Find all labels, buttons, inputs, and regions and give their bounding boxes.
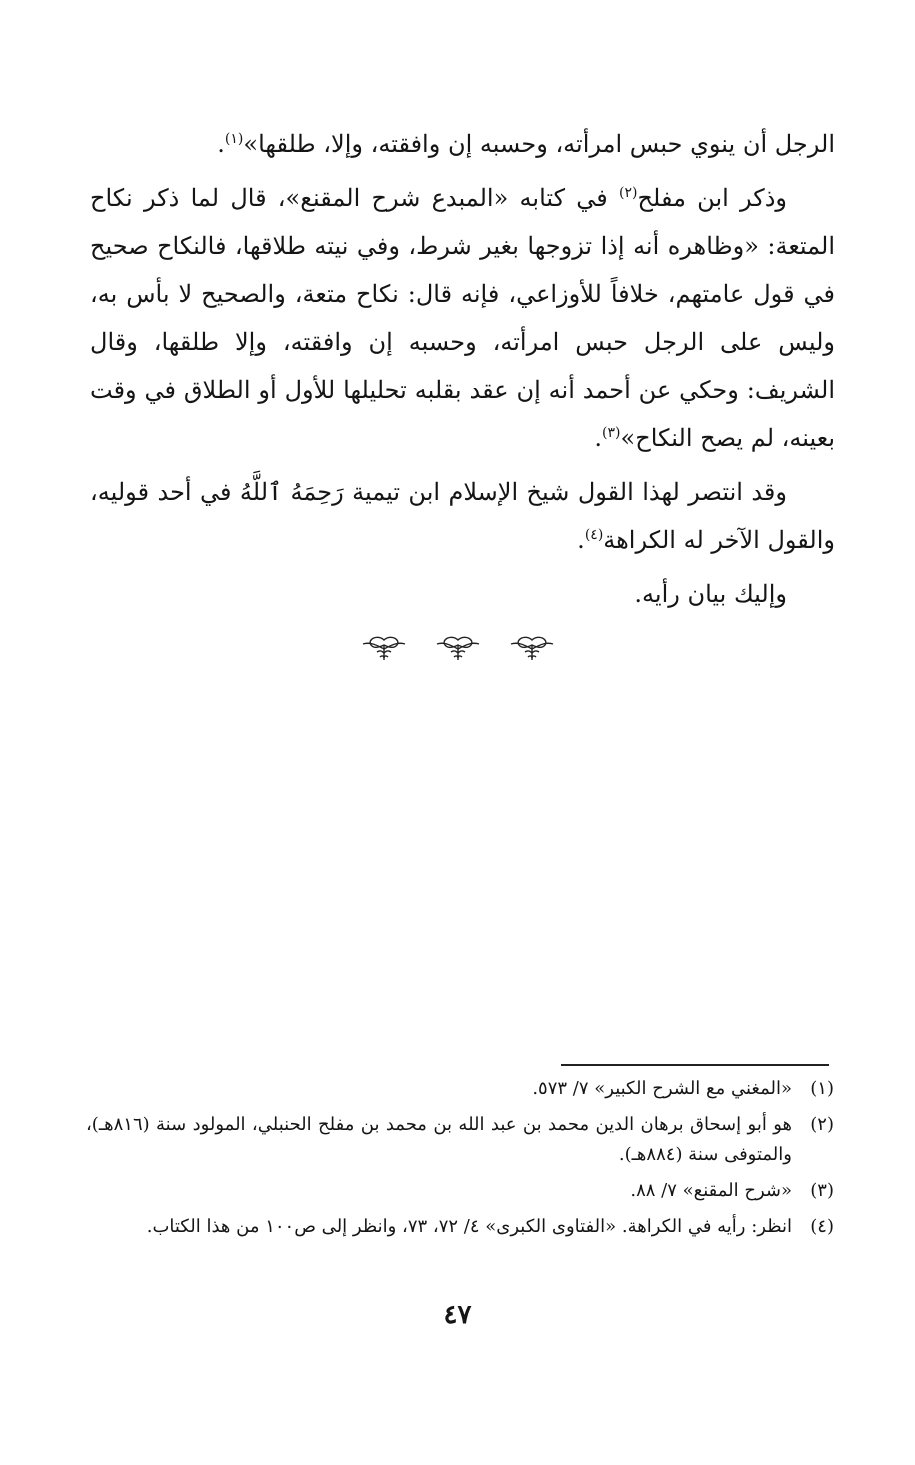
- paragraph-3-text: وقد انتصر لهذا القول شيخ الإسلام ابن تيمية رَحِمَهُ ٱللَّهُ في أحد قوليه، والقول الآخر له الكراهة: [90, 478, 835, 554]
- footnotes: [86, 1074, 834, 1248]
- footnote-3: [86, 1176, 834, 1206]
- footnote-number: (٤): [810, 1216, 834, 1237]
- footnote-number: (٣): [810, 1180, 834, 1201]
- footnote-text: انظر: رأيه في الكراهة. «الفتاوى الكبرى» ٤/ ٧٢، ٧٣، وانظر إلى ص١٠٠ من هذا الكتاب.: [146, 1216, 792, 1237]
- footnote-number: (١): [810, 1078, 834, 1099]
- footnote-2: [86, 1110, 834, 1170]
- footnote-ref-3[interactable]: (٣): [602, 425, 621, 441]
- paragraph-2-text-a: وذكر ابن مفلح: [637, 184, 787, 212]
- page-number: ٤٧: [443, 1300, 472, 1330]
- footnote-ref-4[interactable]: (٤): [584, 527, 604, 543]
- footnote-separator: [561, 1064, 829, 1066]
- section-ornament: [0, 636, 915, 666]
- floral-ornament-icon: [361, 636, 407, 662]
- footnote-number: (٢): [810, 1114, 834, 1135]
- paragraph-2-end: .: [594, 424, 603, 452]
- footnote-ref-2[interactable]: (٢): [619, 185, 638, 201]
- footnote-4: [86, 1212, 834, 1242]
- footnote-ref-1[interactable]: (١): [224, 131, 244, 147]
- footnote-text: «شرح المقنع» ٧/ ٨٨.: [630, 1180, 792, 1201]
- main-text: [90, 120, 835, 624]
- footnote-text: «المغني مع الشرح الكبير» ٧/ ٥٧٣.: [532, 1078, 792, 1099]
- paragraph-3: [90, 468, 835, 564]
- paragraph-4-text: وإليك بيان رأيه.: [634, 580, 787, 608]
- paragraph-1-text: الرجل أن ينوي حبس امرأته، وحسبه إن وافقته، وإلا، طلقها»: [243, 130, 835, 158]
- paragraph-1-end: .: [217, 130, 225, 158]
- paragraph-4: [90, 570, 835, 618]
- floral-ornament-icon: [509, 636, 555, 662]
- paragraph-2-text-b: في كتابه «المبدع شرح المقنع»، قال لما ذكر نكاح المتعة: «وظاهره أنه إذا تزوجها بغير شرط، وفي نيته طلاقها، فالنكاح صحيح في قول عامتهم، خلافاً للأوزاعي، فإنه قال: نكاح متعة، والصحيح لا بأس به، وليس على الرجل حبس امرأته، وحسبه إن وافقته، وإلا طلقها، وقال الشريف: وحكي عن أحمد أنه إن عقد بقلبه تحليلها للأول أو الطلاق في وقت بعينه، لم يصح النكاح»: [90, 184, 835, 452]
- paragraph-2: [90, 174, 835, 462]
- footnote-1: [86, 1074, 834, 1104]
- paragraph-1: [90, 120, 835, 168]
- paragraph-3-end: .: [577, 526, 585, 554]
- footnote-text: هو أبو إسحاق برهان الدين محمد بن عبد الله بن محمد بن مفلح الحنبلي، المولود سنة (٨١٦هـ)، والمتوفى سنة (٨٨٤هـ).: [86, 1114, 792, 1165]
- floral-ornament-icon: [435, 636, 481, 662]
